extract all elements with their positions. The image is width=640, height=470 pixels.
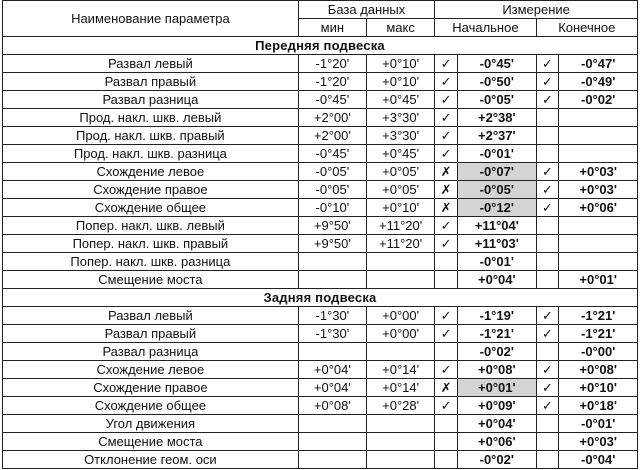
param-name: Смещение моста <box>3 271 299 289</box>
param-header: Наименование параметра <box>3 1 299 37</box>
param-name: Попер. накл. шкв. разница <box>3 253 299 271</box>
front-section-title: Передняя подвеска <box>3 37 638 55</box>
initial-status-icon: ✗ <box>435 379 458 397</box>
max-value <box>367 415 435 433</box>
initial-status-icon: ✓ <box>435 307 458 325</box>
final-status-icon: ✓ <box>536 397 559 415</box>
max-value <box>367 433 435 451</box>
table-row <box>3 307 638 325</box>
initial-value: +0°04' <box>458 415 537 433</box>
initial-status-icon <box>435 415 458 433</box>
min-value: +0°08' <box>298 397 366 415</box>
min-value: +9°50' <box>298 235 366 253</box>
max-value: +0°05' <box>367 181 435 199</box>
final-value: +0°01' <box>559 271 638 289</box>
table-row <box>3 271 638 289</box>
min-value: -1°30' <box>298 325 366 343</box>
initial-value: -1°19' <box>458 307 537 325</box>
initial-value: -0°01' <box>458 253 537 271</box>
initial-status-icon: ✓ <box>435 325 458 343</box>
param-name: Схождение общее <box>3 397 299 415</box>
param-name: Прод. накл. шкв. левый <box>3 109 299 127</box>
min-value <box>298 343 366 361</box>
initial-status-icon: ✓ <box>435 91 458 109</box>
final-value: -1°21' <box>559 307 638 325</box>
param-name: Развал левый <box>3 55 299 73</box>
final-value: +0°08' <box>559 361 638 379</box>
initial-status-icon: ✗ <box>435 199 458 217</box>
initial-status-icon: ✓ <box>435 397 458 415</box>
final-value: -0°00' <box>559 343 638 361</box>
param-name: Смещение моста <box>3 433 299 451</box>
table-row <box>3 451 638 469</box>
final-header: Конечное <box>536 19 637 37</box>
final-value: -0°04' <box>559 451 638 469</box>
final-value: -0°02' <box>559 91 638 109</box>
front-section-row <box>3 37 638 55</box>
final-value: -0°01' <box>559 415 638 433</box>
final-value: -1°21' <box>559 325 638 343</box>
min-value: +0°04' <box>298 379 366 397</box>
table-row <box>3 397 638 415</box>
min-value <box>298 415 366 433</box>
final-value <box>559 235 638 253</box>
initial-value: +0°09' <box>458 397 537 415</box>
initial-value: +2°38' <box>458 109 537 127</box>
final-status-icon <box>536 451 559 469</box>
final-status-icon <box>536 343 559 361</box>
final-status-icon <box>536 217 559 235</box>
param-name: Попер. накл. шкв. левый <box>3 217 299 235</box>
table-row <box>3 91 638 109</box>
initial-value: -0°07' <box>458 163 537 181</box>
initial-header: Начальное <box>435 19 536 37</box>
param-name: Схождение общее <box>3 199 299 217</box>
param-name: Попер. накл. шкв. правый <box>3 235 299 253</box>
alignment-table <box>2 0 638 469</box>
initial-value: -1°21' <box>458 325 537 343</box>
max-value: +0°45' <box>367 145 435 163</box>
max-value: +0°10' <box>367 199 435 217</box>
final-status-icon: ✓ <box>536 379 559 397</box>
table-row <box>3 55 638 73</box>
max-value <box>367 253 435 271</box>
initial-value: -0°02' <box>458 343 537 361</box>
initial-value: -0°02' <box>458 451 537 469</box>
final-value <box>559 217 638 235</box>
header-row <box>3 1 638 19</box>
max-value: +0°28' <box>367 397 435 415</box>
final-status-icon <box>536 253 559 271</box>
param-name: Развал правый <box>3 73 299 91</box>
final-value <box>559 145 638 163</box>
max-value: +3°30' <box>367 109 435 127</box>
max-value: +0°14' <box>367 361 435 379</box>
min-value: -0°45' <box>298 145 366 163</box>
param-name: Схождение правое <box>3 379 299 397</box>
database-header: База данных <box>298 1 435 19</box>
initial-status-icon: ✓ <box>435 235 458 253</box>
initial-status-icon: ✗ <box>435 181 458 199</box>
initial-value: +0°06' <box>458 433 537 451</box>
initial-value: +11°04' <box>458 217 537 235</box>
min-value: -1°20' <box>298 55 366 73</box>
max-value <box>367 271 435 289</box>
initial-status-icon: ✓ <box>435 361 458 379</box>
initial-status-icon: ✓ <box>435 109 458 127</box>
table-row <box>3 217 638 235</box>
final-status-icon: ✓ <box>536 91 559 109</box>
param-name: Угол движения <box>3 415 299 433</box>
min-value: -0°45' <box>298 91 366 109</box>
final-status-icon: ✓ <box>536 73 559 91</box>
final-status-icon <box>536 109 559 127</box>
initial-status-icon: ✓ <box>435 55 458 73</box>
initial-value: +2°37' <box>458 127 537 145</box>
max-value: +11°20' <box>367 235 435 253</box>
min-value: -1°20' <box>298 73 366 91</box>
final-status-icon <box>536 433 559 451</box>
final-value: +0°03' <box>559 181 638 199</box>
max-value: +3°30' <box>367 127 435 145</box>
final-value: +0°18' <box>559 397 638 415</box>
table-row <box>3 379 638 397</box>
initial-status-icon <box>435 271 458 289</box>
final-status-icon: ✓ <box>536 199 559 217</box>
final-status-icon: ✓ <box>536 307 559 325</box>
final-status-icon <box>536 127 559 145</box>
param-name: Схождение левое <box>3 361 299 379</box>
table-row <box>3 361 638 379</box>
initial-status-icon <box>435 253 458 271</box>
max-value: +0°45' <box>367 91 435 109</box>
final-value: +0°06' <box>559 199 638 217</box>
table-row <box>3 181 638 199</box>
final-value: -0°49' <box>559 73 638 91</box>
table-row <box>3 127 638 145</box>
initial-value: -0°01' <box>458 145 537 163</box>
max-value: +0°00' <box>367 307 435 325</box>
max-header: макс <box>367 19 435 37</box>
final-value: +0°03' <box>559 433 638 451</box>
max-value: +0°05' <box>367 163 435 181</box>
table-row <box>3 253 638 271</box>
initial-value: +0°08' <box>458 361 537 379</box>
final-status-icon: ✓ <box>536 325 559 343</box>
rear-section-title: Задняя подвеска <box>3 289 638 307</box>
initial-status-icon: ✓ <box>435 127 458 145</box>
initial-value: +0°04' <box>458 271 537 289</box>
final-status-icon: ✓ <box>536 361 559 379</box>
max-value <box>367 451 435 469</box>
table-row <box>3 199 638 217</box>
table-row <box>3 73 638 91</box>
final-status-icon: ✓ <box>536 163 559 181</box>
initial-value: -0°05' <box>458 91 537 109</box>
min-value: +2°00' <box>298 109 366 127</box>
table-row <box>3 325 638 343</box>
param-name: Развал левый <box>3 307 299 325</box>
table-row <box>3 145 638 163</box>
min-value: -1°30' <box>298 307 366 325</box>
table-row <box>3 163 638 181</box>
final-status-icon <box>536 415 559 433</box>
min-value: +0°04' <box>298 361 366 379</box>
final-value <box>559 253 638 271</box>
table-row <box>3 343 638 361</box>
min-value: +9°50' <box>298 217 366 235</box>
initial-status-icon: ✗ <box>435 163 458 181</box>
final-value <box>559 109 638 127</box>
min-value <box>298 253 366 271</box>
param-name: Схождение правое <box>3 181 299 199</box>
initial-value: +11°03' <box>458 235 537 253</box>
final-status-icon <box>536 235 559 253</box>
param-name: Прод. накл. шкв. разница <box>3 145 299 163</box>
max-value: +0°14' <box>367 379 435 397</box>
initial-status-icon: ✓ <box>435 73 458 91</box>
min-value <box>298 451 366 469</box>
final-status-icon: ✓ <box>536 181 559 199</box>
initial-status-icon <box>435 451 458 469</box>
min-header: мин <box>298 19 366 37</box>
param-name: Отклонение геом. оси <box>3 451 299 469</box>
final-value: +0°03' <box>559 163 638 181</box>
min-value: -0°05' <box>298 163 366 181</box>
initial-value: -0°12' <box>458 199 537 217</box>
initial-status-icon: ✓ <box>435 145 458 163</box>
rear-section-row <box>3 289 638 307</box>
initial-status-icon <box>435 433 458 451</box>
measurement-header: Измерение <box>435 1 638 19</box>
max-value: +0°10' <box>367 73 435 91</box>
final-status-icon <box>536 271 559 289</box>
final-value <box>559 127 638 145</box>
min-value <box>298 271 366 289</box>
final-status-icon: ✓ <box>536 55 559 73</box>
table-row <box>3 415 638 433</box>
param-name: Развал разница <box>3 91 299 109</box>
table-row <box>3 235 638 253</box>
min-value: +2°00' <box>298 127 366 145</box>
final-value: +0°10' <box>559 379 638 397</box>
final-status-icon <box>536 145 559 163</box>
min-value: -0°10' <box>298 199 366 217</box>
max-value: +0°10' <box>367 55 435 73</box>
param-name: Схождение левое <box>3 163 299 181</box>
initial-status-icon: ✓ <box>435 217 458 235</box>
initial-value: -0°50' <box>458 73 537 91</box>
min-value: -0°05' <box>298 181 366 199</box>
initial-value: -0°45' <box>458 55 537 73</box>
max-value: +11°20' <box>367 217 435 235</box>
table-row <box>3 433 638 451</box>
param-name: Развал разница <box>3 343 299 361</box>
table-row <box>3 109 638 127</box>
min-value <box>298 433 366 451</box>
param-name: Прод. накл. шкв. правый <box>3 127 299 145</box>
initial-value: +0°01' <box>458 379 537 397</box>
param-name: Развал правый <box>3 325 299 343</box>
max-value: +0°00' <box>367 325 435 343</box>
final-value: -0°47' <box>559 55 638 73</box>
initial-value: -0°05' <box>458 181 537 199</box>
initial-status-icon <box>435 343 458 361</box>
max-value <box>367 343 435 361</box>
